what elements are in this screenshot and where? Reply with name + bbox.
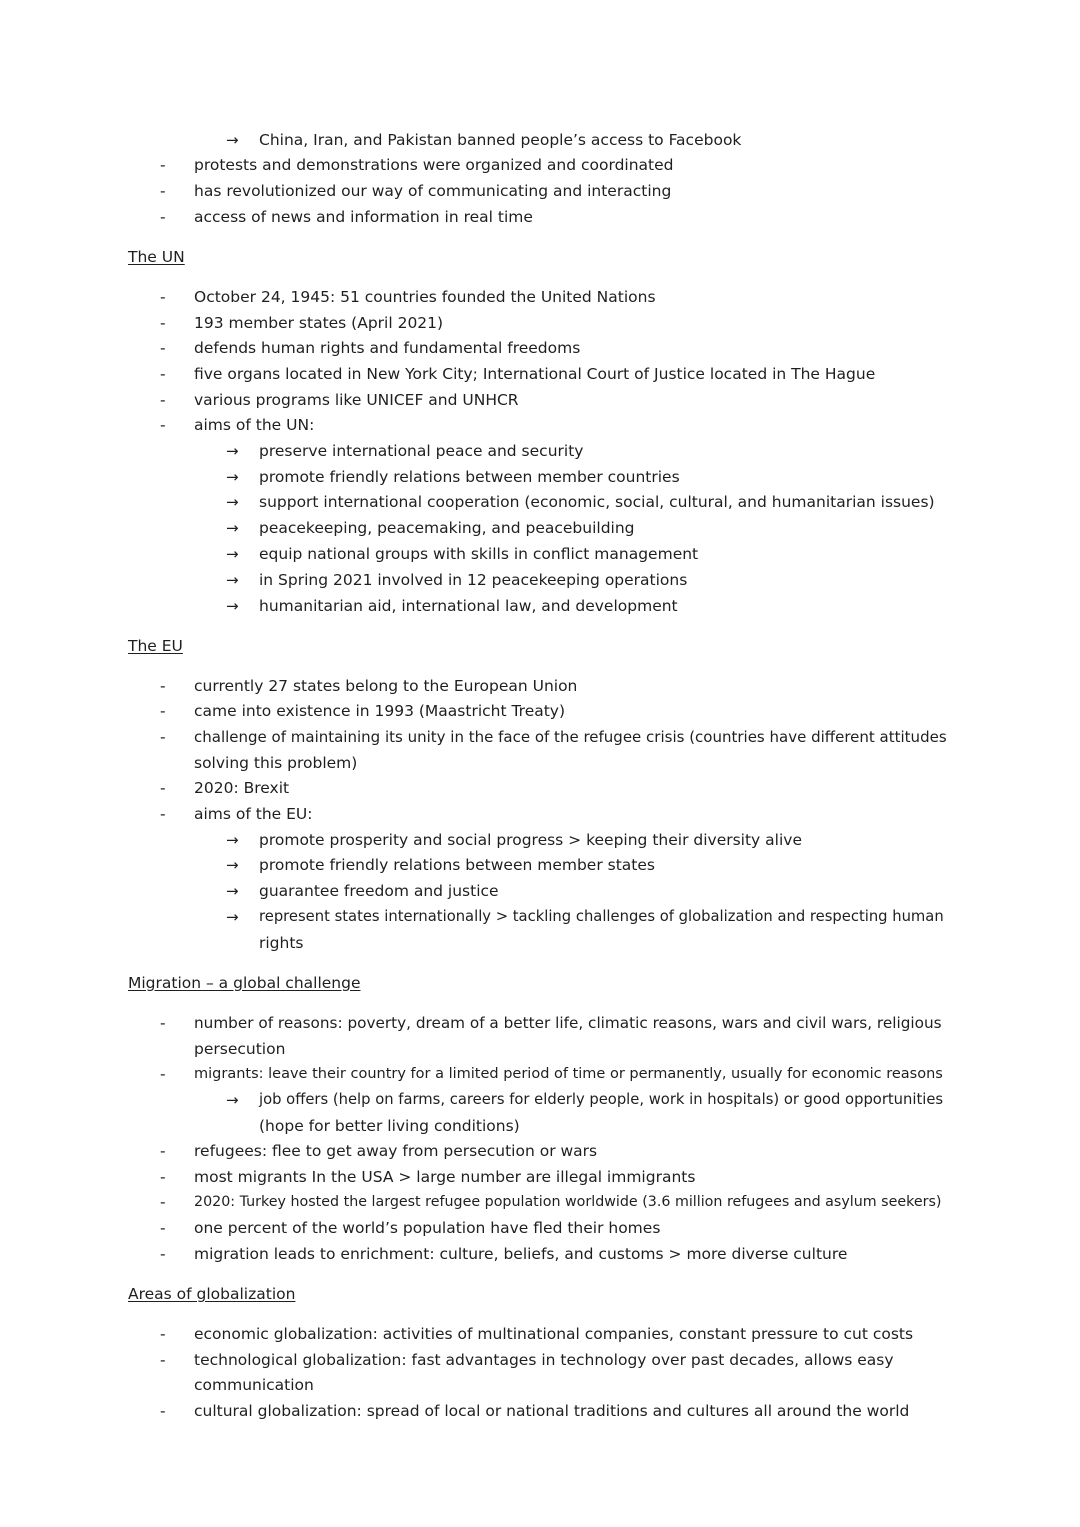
list-item: most migrants In the USA > large number are illegal immigrants	[194, 1168, 696, 1186]
bullet-dash: -	[160, 677, 166, 695]
sub-item: equip national groups with skills in conflict management	[259, 545, 699, 563]
bullet-dash: -	[160, 1142, 166, 1160]
bullet-dash: -	[160, 1168, 166, 1186]
sub-item: preserve international peace and security	[259, 442, 584, 460]
bullet-dash: -	[160, 156, 166, 174]
bullet-dash: -	[160, 702, 166, 720]
sub-item: promote friendly relations between member states	[259, 856, 655, 874]
bullet-dash: -	[160, 779, 166, 797]
bullet-dash: -	[160, 391, 166, 409]
arrow-icon: →	[226, 519, 239, 537]
section-heading-un: The UN	[128, 248, 185, 266]
list-item: five organs located in New York City; International Court of Justice located in The Hague	[194, 365, 876, 383]
list-item: 193 member states (April 2021)	[194, 314, 444, 332]
bullet-dash: -	[160, 805, 166, 823]
bullet-dash: -	[160, 1351, 166, 1369]
list-item: technological globalization: fast advantages in technology over past decades, allows easy	[194, 1351, 894, 1369]
list-item-continuation: persecution	[194, 1040, 286, 1058]
bullet-dash: -	[160, 288, 166, 306]
sub-item: guarantee freedom and justice	[259, 882, 499, 900]
bullet-dash: -	[160, 1193, 166, 1211]
list-item: defends human rights and fundamental freedoms	[194, 339, 581, 357]
sub-item-continuation: (hope for better living conditions)	[259, 1117, 520, 1135]
list-item: currently 27 states belong to the European Union	[194, 677, 578, 695]
list-item: one percent of the world’s population have fled their homes	[194, 1219, 661, 1237]
bullet-dash: -	[160, 416, 166, 434]
list-item: 2020: Brexit	[194, 779, 290, 797]
arrow-icon: →	[226, 131, 239, 149]
bullet-dash: -	[160, 365, 166, 383]
bullet-dash: -	[160, 339, 166, 357]
sub-item: support international cooperation (economic, social, cultural, and humanitarian issues)	[259, 493, 935, 511]
bullet-dash: -	[160, 1402, 166, 1420]
arrow-icon: →	[226, 571, 239, 589]
bullet-dash: -	[160, 1065, 166, 1083]
list-item: has revolutionized our way of communicating and interacting	[194, 182, 672, 200]
arrow-icon: →	[226, 493, 239, 511]
sub-item: peacekeeping, peacemaking, and peacebuilding	[259, 519, 635, 537]
bullet-dash: -	[160, 208, 166, 226]
bullet-dash: -	[160, 314, 166, 332]
list-item: migrants: leave their country for a limited period of time or permanently, usually for economic reasons	[194, 1066, 943, 1082]
bullet-dash: -	[160, 1325, 166, 1343]
arrow-icon: →	[226, 831, 239, 849]
list-item: October 24, 1945: 51 countries founded the United Nations	[194, 288, 656, 306]
arrow-icon: →	[226, 597, 239, 615]
list-item: aims of the EU:	[194, 805, 313, 823]
sub-item: promote friendly relations between member countries	[259, 468, 680, 486]
list-item: economic globalization: activities of multinational companies, constant pressure to cut costs	[194, 1325, 914, 1343]
sub-item: in Spring 2021 involved in 12 peacekeeping operations	[259, 571, 688, 589]
list-item: number of reasons: poverty, dream of a better life, climatic reasons, wars and civil wars, religious	[194, 1014, 942, 1032]
arrow-icon: →	[226, 856, 239, 874]
bullet-dash: -	[160, 1014, 166, 1032]
section-heading-migration: Migration – a global challenge	[128, 974, 361, 992]
list-item: came into existence in 1993 (Maastricht Treaty)	[194, 702, 566, 720]
arrow-icon: →	[226, 545, 239, 563]
arrow-icon: →	[226, 882, 239, 900]
bullet-dash: -	[160, 1245, 166, 1263]
list-item: 2020: Turkey hosted the largest refugee population worldwide (3.6 million refugees and asylum seekers)	[194, 1194, 942, 1210]
arrow-icon: →	[226, 908, 239, 926]
section-heading-eu: The EU	[128, 637, 183, 655]
sub-item: promote prosperity and social progress > keeping their diversity alive	[259, 831, 802, 849]
list-item: protests and demonstrations were organized and coordinated	[194, 156, 674, 174]
sub-item: represent states internationally > tackling challenges of globalization and respecting human	[259, 908, 944, 925]
sub-item: China, Iran, and Pakistan banned people’s access to Facebook	[259, 131, 742, 149]
arrow-icon: →	[226, 468, 239, 486]
bullet-dash: -	[160, 728, 166, 746]
bullet-dash: -	[160, 182, 166, 200]
list-item: aims of the UN:	[194, 416, 315, 434]
list-item-continuation: communication	[194, 1376, 314, 1394]
list-item: migration leads to enrichment: culture, beliefs, and customs > more diverse culture	[194, 1245, 848, 1263]
sub-item: humanitarian aid, international law, and development	[259, 597, 678, 615]
list-item: cultural globalization: spread of local or national traditions and cultures all around the world	[194, 1402, 910, 1420]
sub-item: job offers (help on farms, careers for elderly people, work in hospitals) or good opportunities	[259, 1091, 944, 1108]
list-item: access of news and information in real time	[194, 208, 533, 226]
list-item: various programs like UNICEF and UNHCR	[194, 391, 519, 409]
list-item: challenge of maintaining its unity in the face of the refugee crisis (countries have different attitudes	[194, 728, 947, 746]
list-item: refugees: flee to get away from persecution or wars	[194, 1142, 598, 1160]
bullet-dash: -	[160, 1219, 166, 1237]
section-heading-areas: Areas of globalization	[128, 1285, 296, 1303]
list-item-continuation: solving this problem)	[194, 754, 358, 772]
arrow-icon: →	[226, 442, 239, 460]
sub-item-continuation: rights	[259, 934, 304, 952]
arrow-icon: →	[226, 1091, 239, 1109]
